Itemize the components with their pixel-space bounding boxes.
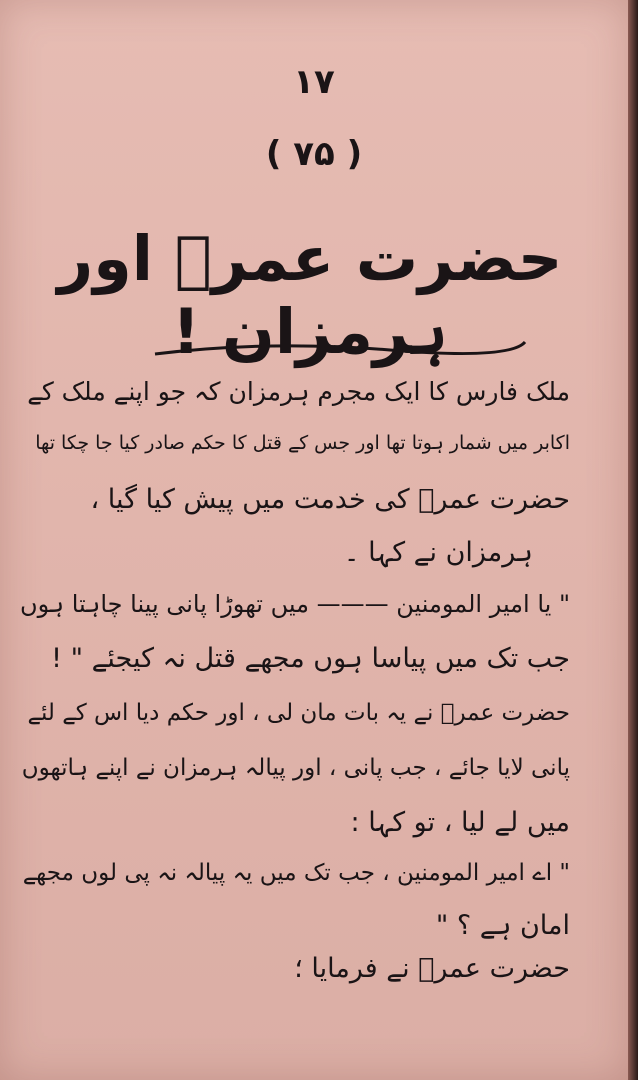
text-line: حضرت عمرؓ نے یہ بات مان لی ، اور حکم دیا اس کے لئے bbox=[27, 700, 570, 726]
section-number: ( ۷۵ ) bbox=[265, 134, 363, 174]
text-line: میں لے لیا ، تو کہا : bbox=[350, 807, 570, 838]
page-edge bbox=[628, 0, 638, 1080]
text-line: " اے امیر المومنین ، جب تک میں یہ پیالہ نہ پی لوں مجھے bbox=[22, 860, 570, 886]
text-line: " یا امیر المومنین ——— میں تھوڑا پانی پینا چاہتا ہوں bbox=[20, 590, 570, 618]
text-line: امان ہے ؟ " bbox=[435, 910, 570, 941]
text-line: پانی لایا جائے ، جب پانی ، اور پیالہ ہرمزان نے اپنے ہاتھوں bbox=[21, 755, 570, 781]
text-line: حضرت عمرؓ کی خدمت میں پیش کیا گیا ، bbox=[90, 484, 570, 515]
page-number: ۱۷ bbox=[293, 62, 335, 102]
text-line: اکابر میں شمار ہوتا تھا اور جس کے قتل کا حکم صادر کیا جا چکا تھا bbox=[35, 432, 570, 454]
title-swash-decoration bbox=[150, 332, 530, 362]
text-line: ملک فارس کا ایک مجرم ہرمزان کہ جو اپنے ملک کے bbox=[27, 377, 570, 406]
text-line: ہرمزان نے کہا ۔ bbox=[343, 537, 533, 568]
chapter-title: حضرت عمرؓ اور ہرمزان ! bbox=[57, 222, 563, 368]
text-line: حضرت عمرؓ نے فرمایا ؛ bbox=[294, 953, 570, 984]
text-line: جب تک میں پیاسا ہوں مجھے قتل نہ کیجئے " ! bbox=[51, 643, 570, 674]
